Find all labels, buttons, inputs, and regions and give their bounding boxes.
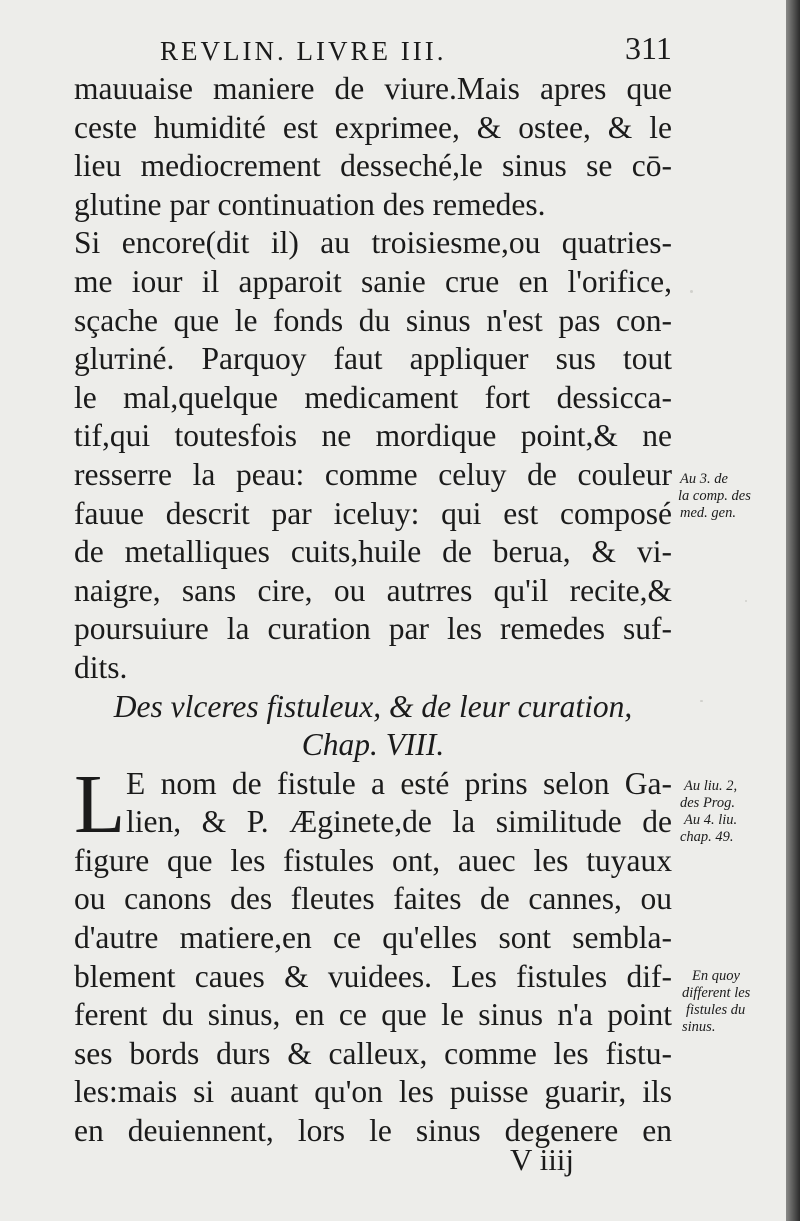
chapter-title: Des vlceres fistuleux, & de leur curation, (113, 688, 633, 724)
chapter-number: Chap. VIII. (301, 727, 445, 763)
text-line: ceste humidité est exprimee, & ostee, & le (74, 109, 672, 145)
margin-note-line: En quoy (692, 968, 740, 984)
margin-note-line: med. gen. (680, 505, 736, 521)
text-line: fauue descrit par iceluy: qui est composé (74, 495, 672, 531)
signature-mark: V iiij (510, 1142, 575, 1177)
text-line: tif,qui toutesfois ne mordique point,& ne (74, 418, 672, 454)
margin-note-line: chap. 49. (680, 829, 734, 845)
text-line: d'autre matiere,en ce qu'elles sont sembla- (74, 920, 672, 956)
margin-note-line: sinus. (682, 1019, 716, 1035)
text-line: poursuiure la curation par les remedes suf- (74, 611, 672, 647)
margin-note-line: fistules du (686, 1002, 746, 1018)
text-line: resserre la peau: comme celuy de couleur (74, 456, 672, 492)
page-edge-shadow (786, 0, 800, 1221)
text-line: ou canons des fleutes faites de cannes, ou (74, 881, 672, 917)
running-head: REVLIN. LIVRE III. (160, 36, 447, 66)
margin-note-line: different les (682, 985, 751, 1001)
text-line: gluтiné. Parquoy faut appliquer sus tout (74, 341, 672, 377)
text-line: Si encore(dit il) au troisiesme,ou quatries- (74, 225, 672, 261)
text-line: de metalliques cuits,huile de berua, & vi- (74, 534, 672, 570)
text-line: les:mais si auant qu'on les puisse guarir, ils (74, 1074, 672, 1110)
page-number: 311 (625, 30, 672, 66)
margin-note-line: Au 4. liu. (684, 812, 738, 828)
margin-note-line: la comp. des (678, 488, 751, 504)
margin-note-line: Au 3. de (680, 471, 728, 487)
text-line: me iour il apparoit sanie crue en l'orifice, (74, 263, 672, 299)
text-line: dits. (74, 649, 128, 685)
text-line: lieu mediocrement desseché,le sinus se cō- (74, 148, 672, 184)
text-line: E nom de fistule a esté prins selon Ga- (126, 765, 672, 801)
text-line: blement caues & vuidees. Les fistules dif- (74, 958, 672, 994)
text-line: mauuaise maniere de viure.Mais apres que (74, 71, 672, 106)
text-line: en deuiennent, lors le sinus degenere en (74, 1113, 672, 1149)
text-line: naigre, sans cire, ou autrres qu'il recite,& (74, 572, 672, 608)
text-line: lien, & P. Æginete,de la similitude de (126, 804, 672, 840)
text-line: ferent du sinus, en ce que le sinus n'a point (74, 997, 672, 1033)
margin-note-line: Au liu. 2, (684, 778, 738, 794)
text-line: sçache que le fonds du sinus n'est pas con- (74, 302, 672, 338)
chapter-opening (74, 757, 672, 851)
text-line: figure que les fistules ont, auec les tuyaux (74, 842, 672, 878)
text-line: ses bords durs & calleux, comme les fistu- (74, 1035, 672, 1071)
margin-note-line: des Prog. (680, 795, 736, 811)
margin-note-reference-2 (680, 778, 737, 846)
margin-note-reference-1 (678, 471, 751, 522)
margin-note-sidenote-3 (682, 968, 750, 1036)
text-line: le mal,quelque medicament fort dessicca- (74, 379, 672, 415)
drop-cap-initial: L (74, 757, 126, 851)
main-text-block (74, 70, 672, 1151)
text-line: glutine par continuation des remedes. (74, 186, 546, 222)
